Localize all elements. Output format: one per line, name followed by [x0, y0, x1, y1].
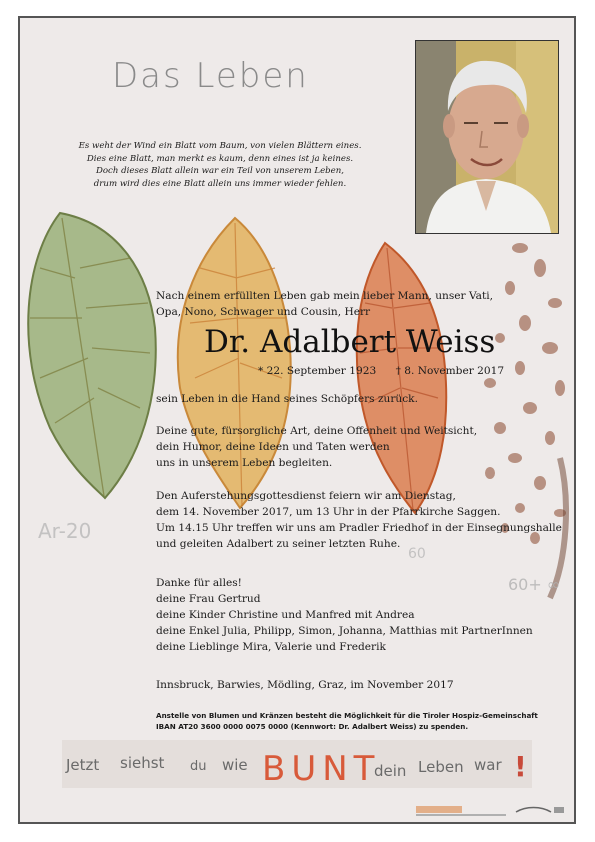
banner-word: war — [474, 756, 502, 774]
banner-word: dein — [374, 762, 407, 780]
poem-line: Dies eine Blatt, man merkt es kaum, denn eines ist ja keines. — [86, 153, 354, 164]
death-date: † 8. November 2017 — [395, 365, 505, 377]
obituary-card — [18, 16, 576, 824]
poem-line: Es weht der Wind ein Blatt vom Baum, von vielen Blättern eines. — [78, 141, 362, 151]
handwritten-banner — [62, 740, 532, 788]
poem-line: drum wird dies eine Blatt allein uns immer wieder fehlen. — [93, 178, 347, 189]
banner-word: Leben — [418, 758, 464, 776]
service-line: dem 14. November 2017, um 13 Uhr in der Pfarrkirche Saggen. — [156, 506, 501, 518]
poem — [30, 140, 410, 190]
banner-word-bunt: BUNT — [262, 749, 381, 788]
donation-notice — [156, 710, 538, 732]
banner-exclamation: ! — [514, 750, 527, 783]
intro-line: Opa, Nono, Schwager und Cousin, Herr — [156, 306, 371, 318]
thanks-paragraph — [156, 575, 533, 655]
funeral-home-logo — [416, 804, 566, 818]
thanks-line: deine Enkel Julia, Philipp, Simon, Johanna, Matthias mit PartnerInnen — [156, 625, 533, 637]
poem-line: Doch dieses Blatt allein war ein Teil von unserem Leben, — [95, 166, 345, 177]
tribute-line: dein Humor, deine Ideen und Taten werden — [156, 441, 390, 453]
banner-word: du — [190, 759, 207, 774]
banner-word: siehst — [120, 754, 165, 772]
service-line: und geleiten Adalbert zu seiner letzten Ruhe. — [156, 538, 401, 550]
thanks-line: deine Lieblinge Mira, Valerie und Frederik — [156, 641, 386, 653]
sentence-end — [156, 391, 418, 407]
pencil-note-3: 60+ ∞ — [508, 575, 561, 594]
birth-date: * 22. September 1923 — [258, 365, 377, 377]
thanks-line: Danke für alles! — [156, 577, 242, 589]
green-leaf — [28, 213, 156, 498]
pencil-heading: Das Leben — [112, 56, 309, 96]
place-date-line: Innsbruck, Barwies, Mödling, Graz, im November 2017 — [156, 679, 454, 691]
place-date — [156, 677, 454, 693]
notice-line: Anstelle von Blumen und Kränzen besteht die Möglichkeit für die Tiroler Hospiz-Gemeinschaft — [156, 711, 538, 720]
pencil-note-1: Ar-20 — [38, 519, 92, 543]
service-line: Den Auferstehungsgottesdienst feiern wir am Dienstag, — [156, 490, 456, 502]
deceased-name: Dr. Adalbert Weiss — [204, 324, 496, 360]
sentence-end-line: sein Leben in die Hand seines Schöpfers zurück. — [156, 393, 418, 405]
life-dates — [258, 365, 520, 377]
thanks-line: deine Frau Gertrud — [156, 593, 261, 605]
banner-word: Jetzt — [66, 756, 100, 774]
pencil-note-2: 60 — [408, 546, 426, 562]
service-line: Um 14.15 Uhr treffen wir uns am Pradler Friedhof in der Einsegnungshalle — [156, 522, 562, 534]
service-paragraph — [156, 488, 562, 552]
tribute-paragraph — [156, 423, 477, 471]
portrait-photo — [415, 40, 559, 234]
intro-line: Nach einem erfüllten Leben gab mein lieber Mann, unser Vati, — [156, 290, 493, 302]
banner-word: wie — [222, 756, 248, 774]
notice-line: IBAN AT20 3600 0000 0075 0000 (Kennwort: Dr. Adalbert Weiss) zu spenden. — [156, 722, 469, 731]
orange-leaf — [357, 243, 446, 513]
thanks-line: deine Kinder Christine und Manfred mit Andrea — [156, 609, 415, 621]
tribute-line: Deine gute, fürsorgliche Art, deine Offenheit und Weitsicht, — [156, 425, 478, 437]
intro-text — [156, 288, 493, 320]
tribute-line: uns in unserem Leben begleiten. — [156, 457, 333, 469]
